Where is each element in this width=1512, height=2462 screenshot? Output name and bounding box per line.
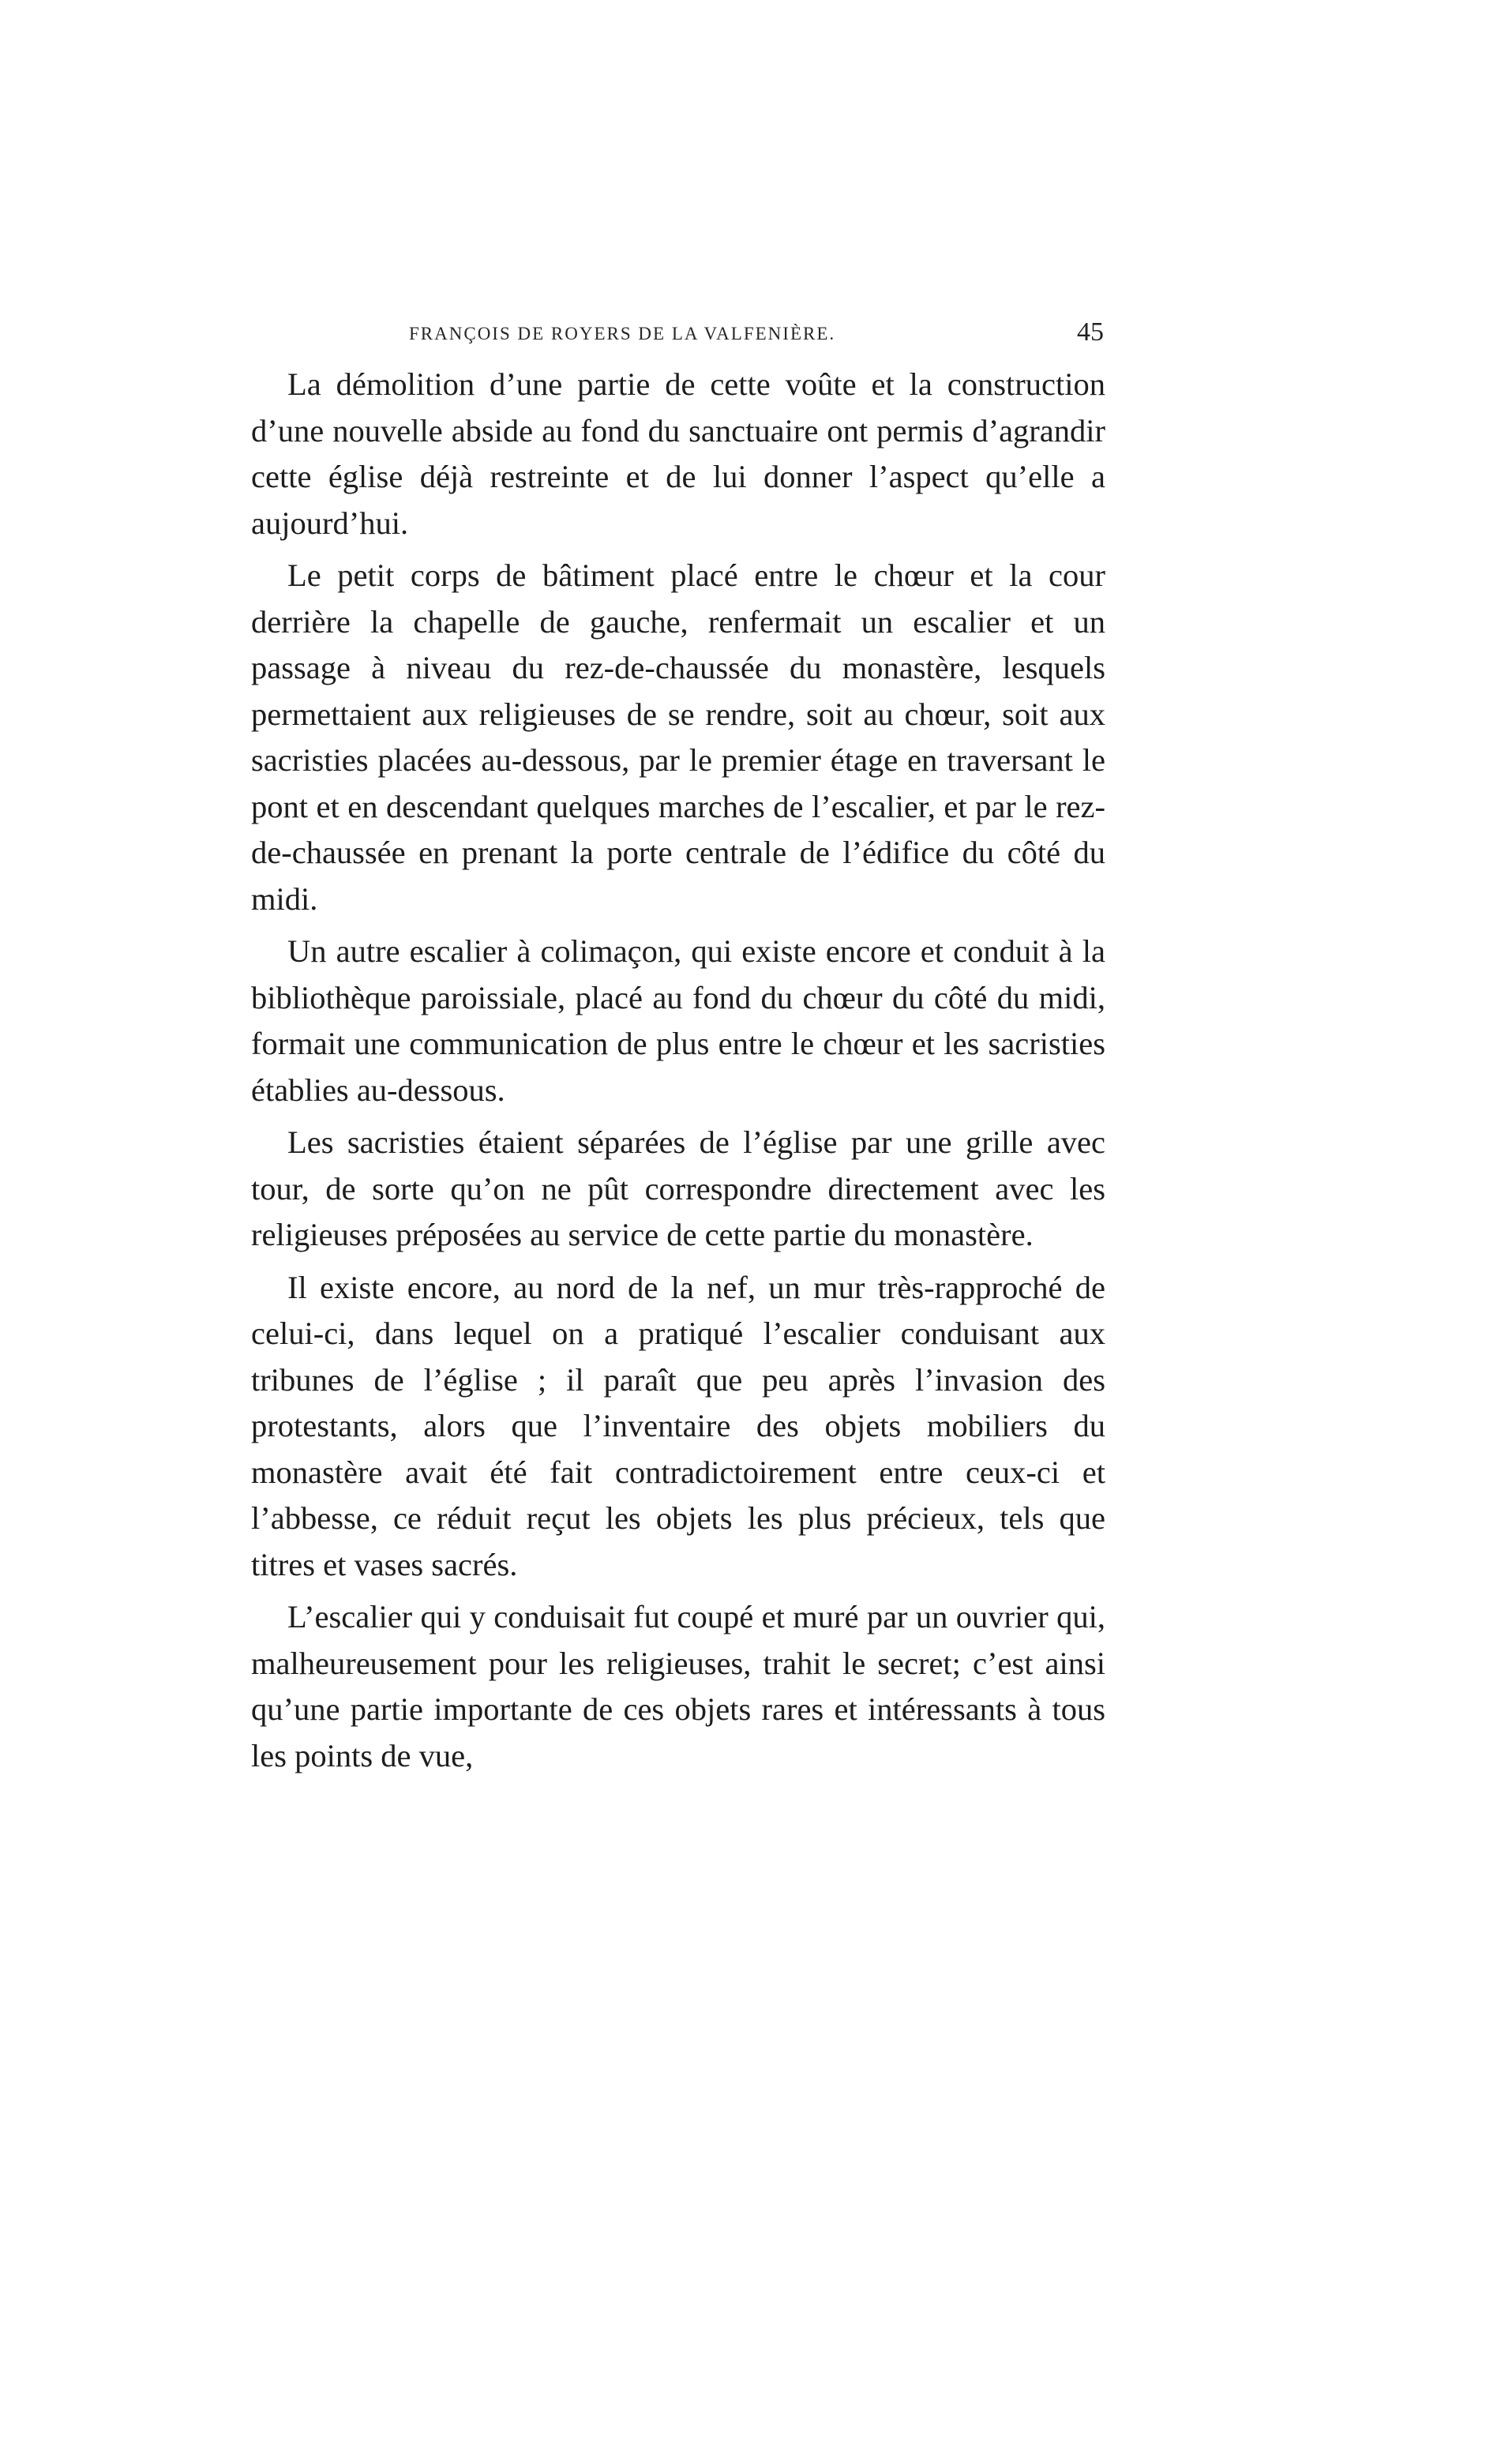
running-title: FRANÇOIS DE ROYERS DE LA VALFENIÈRE. bbox=[409, 324, 836, 343]
paragraph-3: Un autre escalier à colimaçon, qui existe encore et conduit à la bibliothèque paroissiale, placé au fond du chœur du côté du midi, formait une communication de plus entre le chœur et les sacristies établies au-dessous. bbox=[251, 933, 1105, 1108]
paragraph-1: La démolition d’une partie de cette voûte et la construction d’une nouvelle abside au fond du sanctuaire ont permis d’agrandir cette église déjà restreinte et de lui donner l’aspect qu’elle a aujourd’hui. bbox=[251, 366, 1105, 541]
running-head bbox=[251, 317, 1104, 357]
paragraph-2: Le petit corps de bâtiment placé entre le chœur et la cour derrière la chapelle de gauche, renfermait un escalier et un passage à niveau du rez-de-chaussée du monastère, lesquels permettaient aux religieuses de se rendre, soit au chœur, soit aux sacristies placées au-dessous, par le premier étage en traversant le pont et en descendant quelques marches de l’escalier, et par le rez-de-chaussée en prenant la porte centrale de l’édifice du côté du midi. bbox=[251, 557, 1105, 917]
paragraph-6: L’escalier qui y conduisait fut coupé et muré par un ouvrier qui, malheureusement pour les religieuses, trahit le secret; c’est ainsi qu’une partie importante de ces objets rares et intéressants à tous les points de vue, bbox=[251, 1599, 1105, 1773]
body-text bbox=[251, 362, 1105, 1785]
paragraph-5: Il existe encore, au nord de la nef, un mur très-rapproché de celui-ci, dans lequel on a pratiqué l’escalier conduisant aux tribunes de l’église ; il paraît que peu après l’invasion des protestants, alors que l’inventaire des objets mobiliers du monastère avait été fait contradictoirement entre ceux-ci et l’abbesse, ce réduit reçut les objets les plus précieux, tels que titres et vases sacrés. bbox=[251, 1269, 1105, 1582]
page-number: 45 bbox=[1077, 317, 1104, 347]
paragraph-4: Les sacristies étaient séparées de l’église par une grille avec tour, de sorte qu’on ne pût correspondre directement avec les religieuses préposées au service de cette partie du monastère. bbox=[251, 1124, 1105, 1252]
